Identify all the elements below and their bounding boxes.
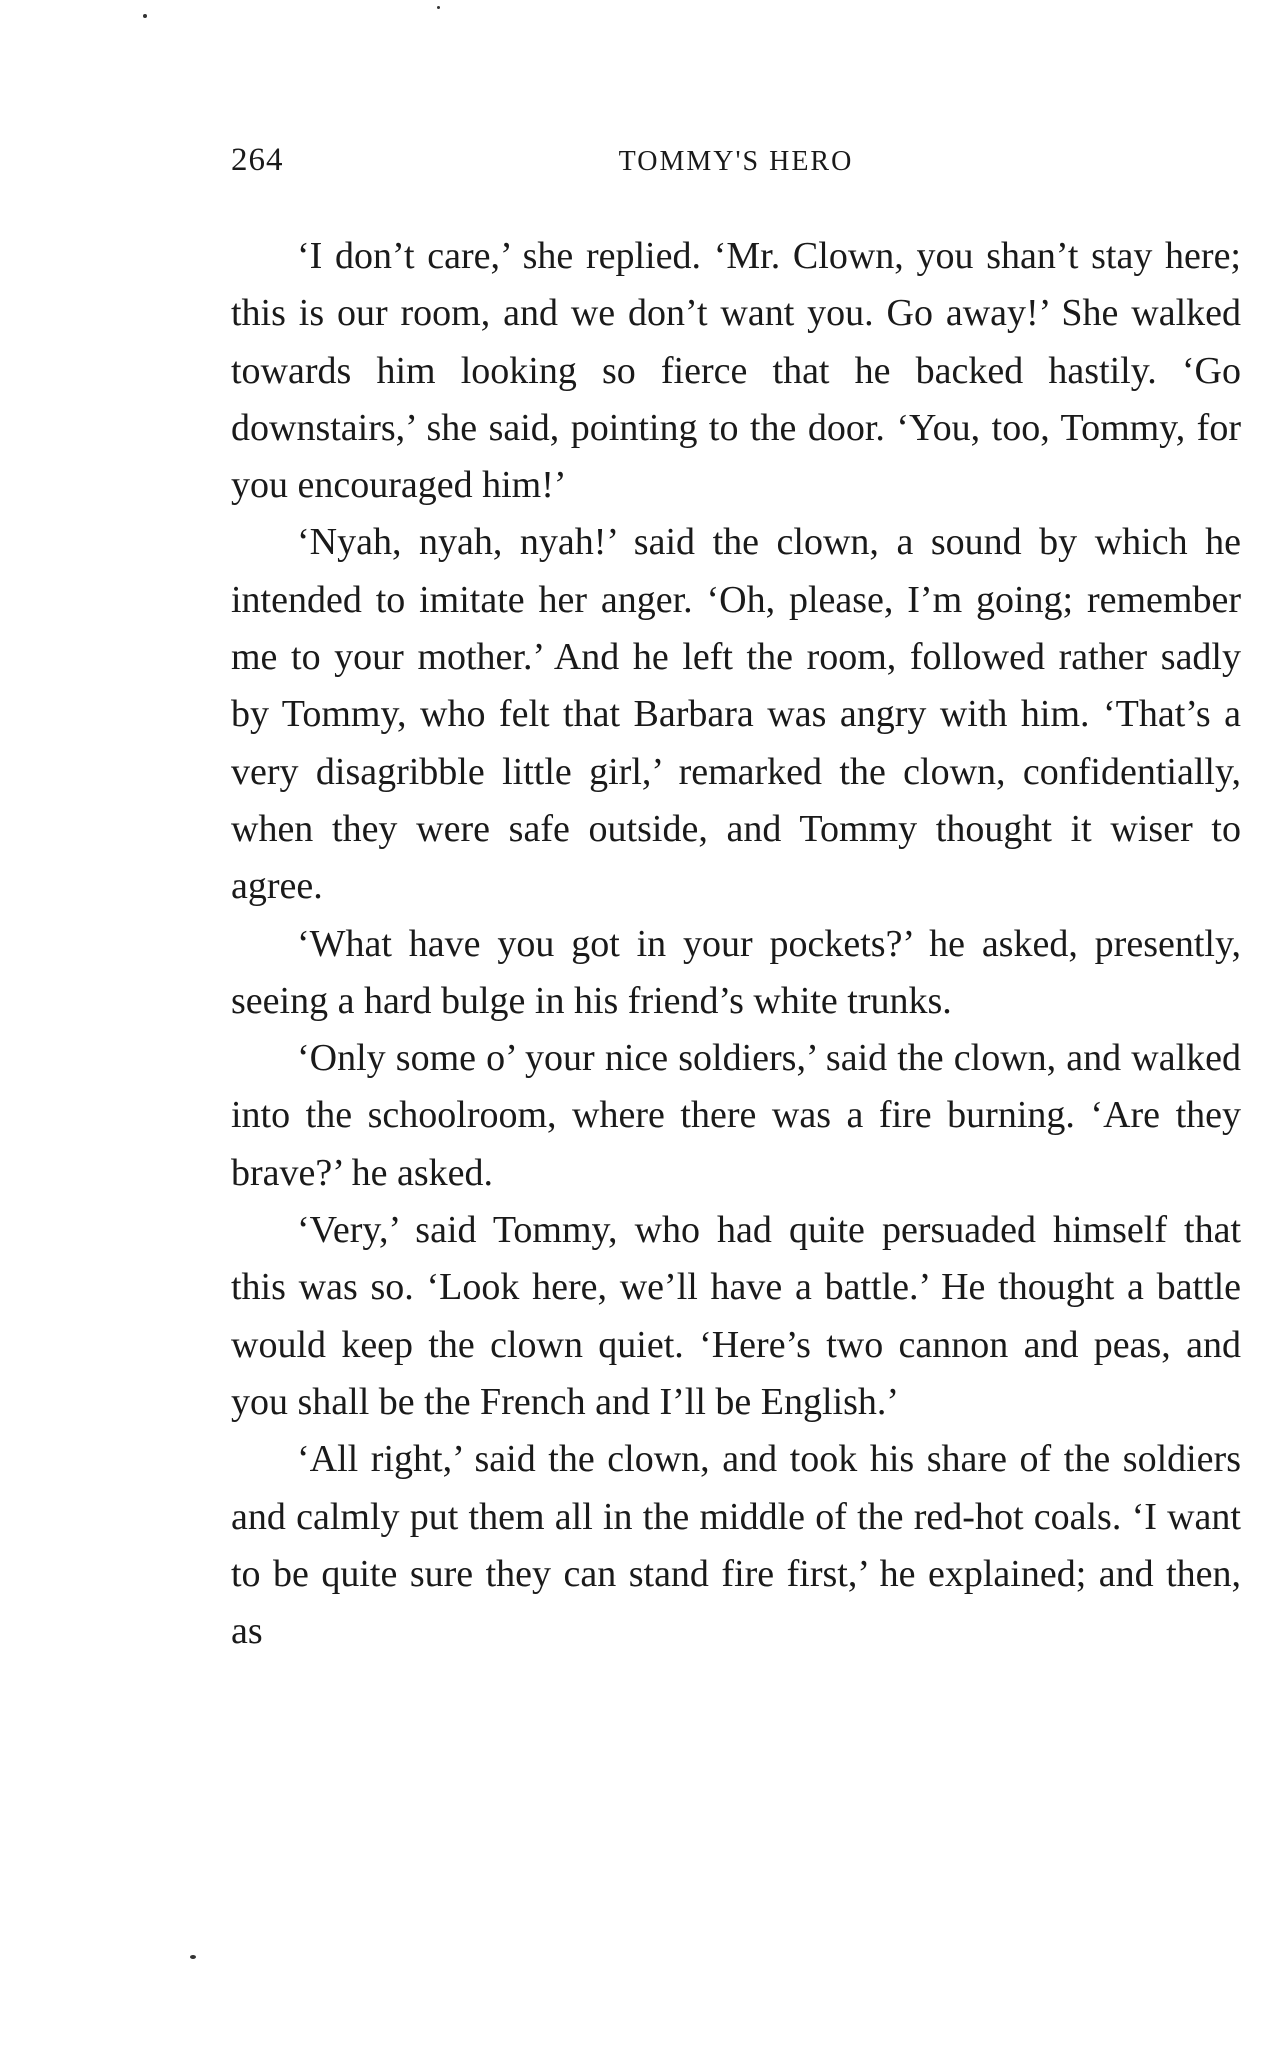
print-speck	[190, 1955, 196, 1959]
page-number: 264	[231, 142, 284, 178]
paragraph: ‘Only some o’ your nice soldiers,’ said the clown, and walked into the schoolroom, where there was a fire burning. ‘Are they brave?’ he asked.	[231, 1037, 1241, 1194]
page-header	[231, 142, 1241, 182]
paragraph: ‘I don’t care,’ she replied. ‘Mr. Clown, you shan’t stay here; this is our room, and we don’t want you. Go away!’ She walked towards him looking so fierce that he backed hastily. ‘Go downstairs,’ she said, pointing to the door. ‘You, too, Tommy, for you encouraged him!’	[231, 235, 1241, 507]
body-text	[231, 228, 1241, 1660]
paragraph: ‘All right,’ said the clown, and took his share of the soldiers and calmly put them all in the middle of the red-hot coals. ‘I want to be quite sure they can stand fire first,’ he explained; and then, as	[231, 1438, 1241, 1653]
paragraph: ‘Very,’ said Tommy, who had quite persuaded himself that this was so. ‘Look here, we’ll have a battle.’ He thought a battle would keep the clown quiet. ‘Here’s two cannon and peas, and you shall be the French and I’ll be English.’	[231, 1209, 1241, 1423]
running-title: TOMMY'S HERO	[618, 146, 854, 177]
paragraph: ‘What have you got in your pockets?’ he asked, presently, seeing a hard bulge in his friend’s white trunks.	[231, 922, 1241, 1022]
paragraph: ‘Nyah, nyah, nyah!’ said the clown, a sound by which he intended to imitate her anger. ‘Oh, please, I’m going; remember me to your mother.’ And he left the room, followed rather sadly by Tommy, who felt that Barbara was angry with him. ‘That’s a very disagribble little girl,’ remarked the clown, confidentially, when they were safe outside, and Tommy thought it wiser to agree.	[231, 521, 1241, 908]
print-speck	[143, 14, 147, 18]
print-speck	[437, 6, 440, 9]
